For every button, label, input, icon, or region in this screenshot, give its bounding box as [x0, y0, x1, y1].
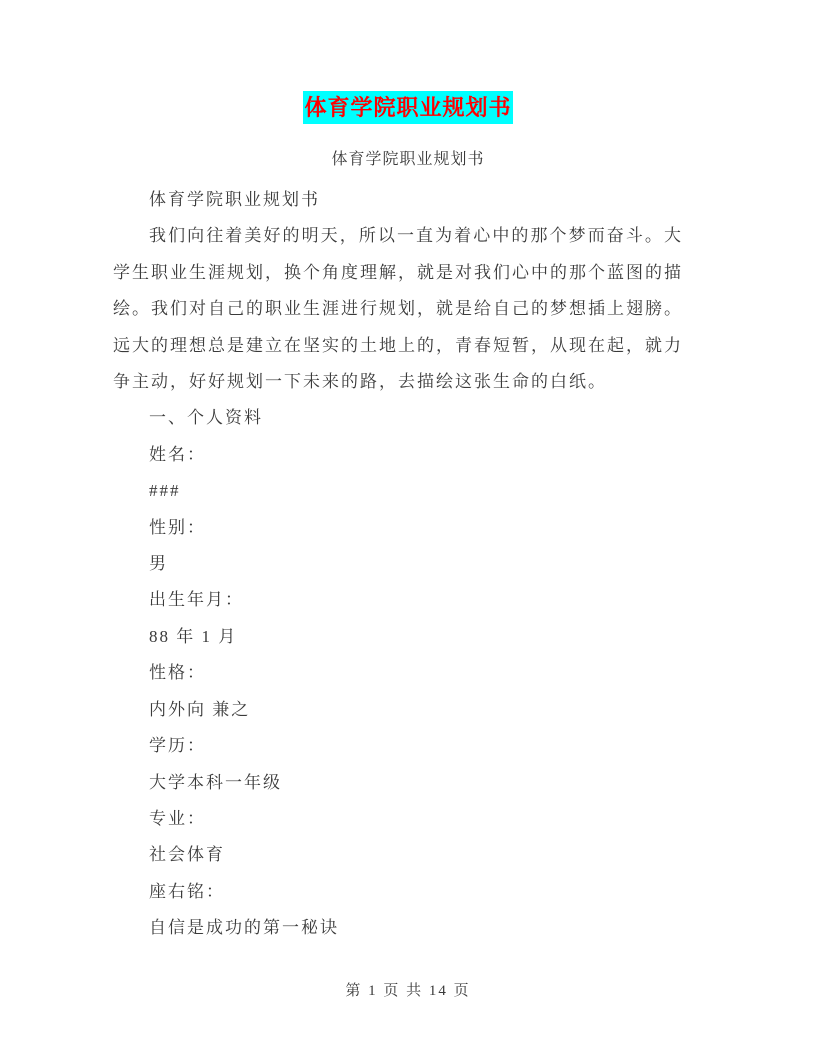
page-number-footer: 第 1 页 共 14 页: [345, 983, 471, 999]
paragraph: 专业：: [149, 808, 206, 828]
document-subtitle: 体育学院职业规划书: [331, 151, 485, 168]
paragraph: 我们向往着美好的明天，所以一直为着心中的那个梦而奋斗。大学生职业生涯规划，换个角度理解，就是对我们心中的那个蓝图的描绘。我们对自己的职业生涯进行规划，就是给自己的梦想插上翅膀。远大的理想总是建立在坚实的土地上的，青春短暂，从现在起，就力争主动，好好规划一下未来的路，去描绘这张生命的白纸。: [113, 226, 683, 392]
paragraph: 自信是成功的第一秘诀: [149, 918, 339, 938]
paragraph: 一、个人资料: [149, 408, 263, 428]
paragraph: 大学本科一年级: [149, 772, 282, 792]
paragraph: 出生年月：: [149, 590, 244, 610]
paragraph: 姓名：: [149, 444, 206, 464]
paragraph: 性格：: [149, 663, 206, 683]
paragraph: 学历：: [149, 736, 206, 756]
document-body: [113, 182, 683, 947]
paragraph: 内外向 兼之: [149, 699, 251, 719]
paragraph: 男: [149, 554, 168, 574]
paragraph: 社会体育: [149, 845, 225, 865]
paragraph: 性别：: [149, 517, 206, 537]
paragraph: 座右铭：: [149, 881, 225, 901]
paragraph: ###: [149, 481, 181, 501]
document-title: [0, 0, 816, 123]
document-title-text: 体育学院职业规划书: [303, 91, 512, 124]
paragraph: 体育学院职业规划书: [149, 190, 320, 209]
paragraph: 88 年 1 月: [149, 626, 238, 646]
